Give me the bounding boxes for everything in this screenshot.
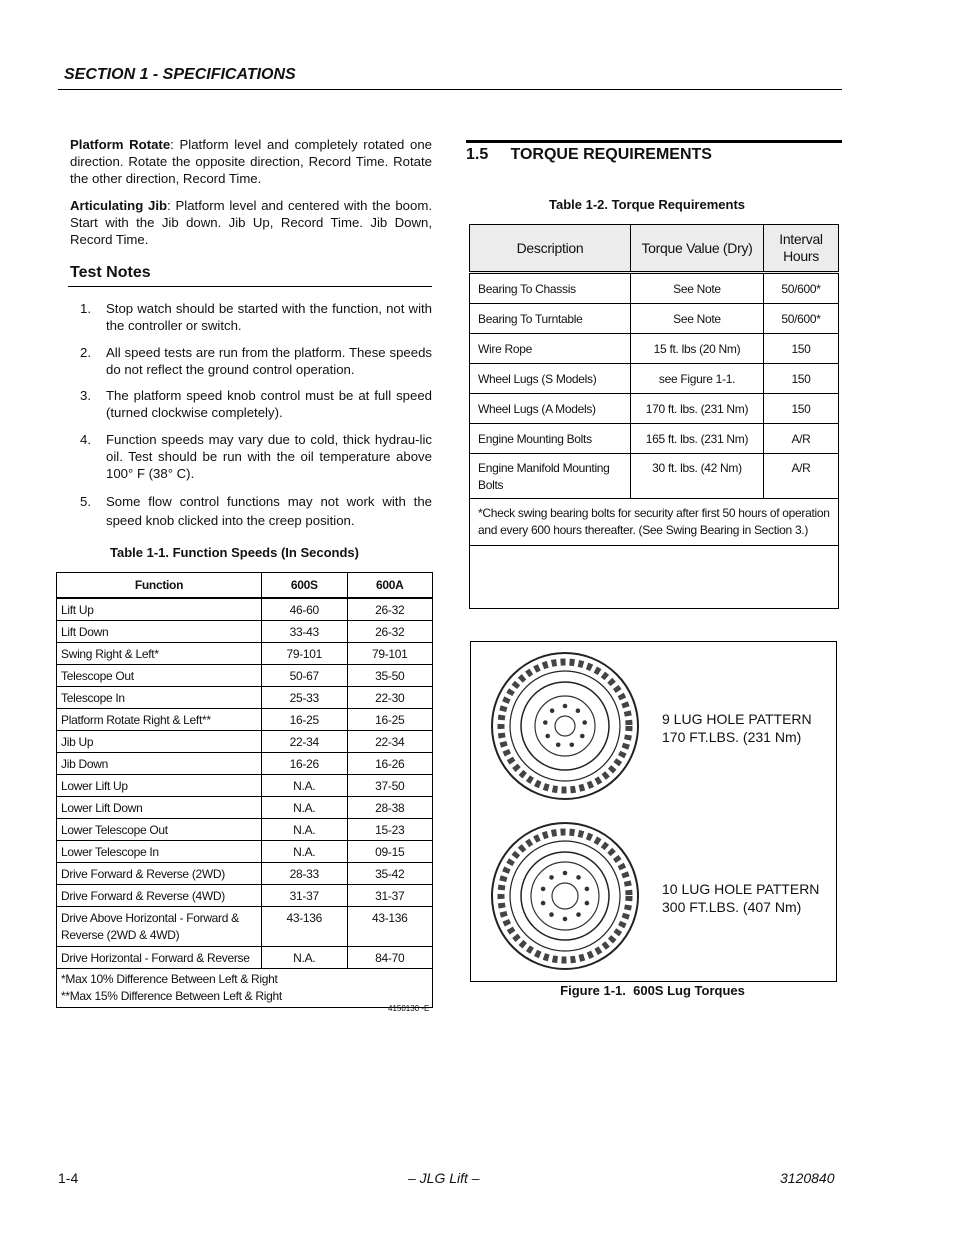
- nine-lug-label: [662, 710, 812, 746]
- function-cell: Drive Forward & Reverse (2WD): [57, 863, 262, 885]
- table-row: [470, 273, 839, 304]
- page-number: 1-4: [58, 1170, 79, 1186]
- torque-table-footnote: *Check swing bearing bolts for security after first 50 hours of operation and every 600 hours thereafter. (See Swing Bearing in Section 3.): [470, 499, 839, 546]
- description-cell: Bearing To Turntable: [470, 304, 631, 334]
- note-number: 4.: [80, 432, 91, 447]
- section-title: SECTION 1 - SPECIFICATIONS: [64, 66, 296, 83]
- column-header: Description: [470, 225, 631, 273]
- blank-cell: [470, 546, 839, 609]
- table-row: [470, 424, 839, 454]
- footnote-line: **Max 15% Difference Between Left & Right: [61, 989, 282, 1003]
- articulating-jib-text: : Platform level and centered with the boom. Start with the Jib down. Jib Up, Record Time. Jib Down, Record Time.: [70, 198, 432, 247]
- value-cell: 165 ft. lbs. (231 Nm): [631, 424, 764, 454]
- test-notes-heading: Test Notes: [70, 264, 151, 281]
- function-speeds-table: [56, 572, 433, 1008]
- value-cell: N.A.: [262, 819, 348, 841]
- torque-requirements-table: [469, 224, 839, 609]
- wheel-9-lug-icon: [489, 650, 641, 802]
- platform-rotate-label: Platform Rotate: [70, 137, 171, 152]
- value-cell: 16-26: [347, 753, 433, 775]
- note-text: Some flow control functions may not work with the speed knob clicked into the creep position.: [106, 494, 432, 528]
- table-row: [57, 775, 433, 797]
- label-line: 170 FT.LBS. (231 Nm): [662, 729, 802, 745]
- table-row: [57, 907, 433, 947]
- function-cell: Swing Right & Left*: [57, 643, 262, 665]
- function-cell: Lift Down: [57, 621, 262, 643]
- function-cell: Lower Lift Up: [57, 775, 262, 797]
- value-cell: 79-101: [262, 643, 348, 665]
- column-header: Torque Value (Dry): [631, 225, 764, 273]
- figure-caption: Figure 1-1. 600S Lug Torques: [560, 983, 745, 998]
- table-row: [57, 885, 433, 907]
- interval-cell: 50/600*: [764, 304, 839, 334]
- torque-heading-rule: [466, 140, 842, 143]
- value-cell: 26-32: [347, 621, 433, 643]
- document-code: 4150130 -E: [388, 1004, 430, 1013]
- table-row: [470, 304, 839, 334]
- interval-cell: 50/600*: [764, 273, 839, 304]
- table-row: [57, 687, 433, 709]
- table-row: [470, 454, 839, 499]
- function-cell: Lift Up: [57, 598, 262, 621]
- table-row: [57, 819, 433, 841]
- description-cell: Bearing To Chassis: [470, 273, 631, 304]
- column-header: 600S: [262, 573, 348, 599]
- note-number: 1.: [80, 301, 91, 316]
- interval-cell: 150: [764, 334, 839, 364]
- description-cell: Wheel Lugs (A Models): [470, 394, 631, 424]
- table-row: [57, 797, 433, 819]
- description-cell: Engine Manifold Mounting Bolts: [470, 454, 631, 499]
- table-row: [57, 643, 433, 665]
- value-cell: 26-32: [347, 598, 433, 621]
- value-cell: 16-25: [262, 709, 348, 731]
- value-cell: 22-34: [347, 731, 433, 753]
- function-cell: Drive Horizontal - Forward & Reverse: [57, 947, 262, 969]
- value-cell: 46-60: [262, 598, 348, 621]
- table-row: [57, 841, 433, 863]
- table-row: [57, 598, 433, 621]
- document-number: 3120840: [780, 1170, 835, 1186]
- value-cell: 30 ft. lbs. (42 Nm): [631, 454, 764, 499]
- table-row: [470, 394, 839, 424]
- table-row: [470, 364, 839, 394]
- articulating-jib-paragraph: [70, 197, 432, 248]
- value-cell: see Figure 1-1.: [631, 364, 764, 394]
- value-cell: N.A.: [262, 797, 348, 819]
- table-row: [57, 665, 433, 687]
- table-row: [57, 753, 433, 775]
- footer-brand: – JLG Lift –: [408, 1170, 480, 1186]
- column-header: Function: [57, 573, 262, 599]
- table-footnote-row: [470, 499, 839, 546]
- table-row: [57, 731, 433, 753]
- value-cell: 09-15: [347, 841, 433, 863]
- interval-cell: 150: [764, 364, 839, 394]
- value-cell: N.A.: [262, 775, 348, 797]
- interval-cell: A/R: [764, 454, 839, 499]
- note-text: All speed tests are run from the platform. These speeds do not reflect the ground control operation.: [106, 345, 432, 377]
- test-note-item: [80, 387, 432, 421]
- test-note-item: [80, 431, 432, 482]
- value-cell: 16-26: [262, 753, 348, 775]
- lug-torque-figure: [470, 641, 837, 982]
- value-cell: 35-50: [347, 665, 433, 687]
- note-text: Stop watch should be started with the function, not with the controller or switch.: [106, 301, 432, 333]
- value-cell: 15 ft. lbs (20 Nm): [631, 334, 764, 364]
- ten-lug-label: [662, 880, 819, 916]
- value-cell: 43-136: [347, 907, 433, 947]
- function-cell: Jib Down: [57, 753, 262, 775]
- value-cell: 25-33: [262, 687, 348, 709]
- value-cell: 50-67: [262, 665, 348, 687]
- description-cell: Wire Rope: [470, 334, 631, 364]
- interval-cell: A/R: [764, 424, 839, 454]
- value-cell: 22-34: [262, 731, 348, 753]
- description-cell: Wheel Lugs (S Models): [470, 364, 631, 394]
- table-row: [57, 863, 433, 885]
- label-line: 9 LUG HOLE PATTERN: [662, 711, 812, 727]
- footnote-line: *Max 10% Difference Between Left & Right: [61, 972, 278, 986]
- label-line: 300 FT.LBS. (407 Nm): [662, 899, 802, 915]
- value-cell: 28-38: [347, 797, 433, 819]
- speed-table-footnote: [57, 969, 433, 1008]
- function-cell: Telescope Out: [57, 665, 262, 687]
- label-line: 10 LUG HOLE PATTERN: [662, 881, 820, 897]
- value-cell: 84-70: [347, 947, 433, 969]
- test-note-item: [80, 344, 432, 378]
- function-cell: Drive Forward & Reverse (4WD): [57, 885, 262, 907]
- column-header: 600A: [347, 573, 433, 599]
- platform-rotate-text: : Platform level and completely rotated one direction. Rotate the opposite direction, Record Time. Rotate the other direction, Record Time.: [70, 137, 433, 186]
- column-header: Interval Hours: [764, 225, 839, 273]
- test-note-item: [80, 300, 432, 334]
- value-cell: N.A.: [262, 947, 348, 969]
- platform-rotate-paragraph: [70, 136, 432, 187]
- blank-row: [470, 546, 839, 609]
- value-cell: N.A.: [262, 841, 348, 863]
- table-row: [57, 947, 433, 969]
- function-cell: Telescope In: [57, 687, 262, 709]
- note-text: The platform speed knob control must be at full speed (turned clockwise completely).: [106, 388, 432, 420]
- value-cell: 33-43: [262, 621, 348, 643]
- value-cell: 37-50: [347, 775, 433, 797]
- table-row: [470, 334, 839, 364]
- test-notes-rule: [68, 286, 432, 287]
- table-row: [57, 709, 433, 731]
- value-cell: 16-25: [347, 709, 433, 731]
- value-cell: 31-37: [347, 885, 433, 907]
- value-cell: 28-33: [262, 863, 348, 885]
- function-cell: Jib Up: [57, 731, 262, 753]
- table-footnote-row: [57, 969, 433, 1008]
- speed-table-caption: Table 1-1. Function Speeds (In Seconds): [110, 545, 359, 560]
- value-cell: See Note: [631, 304, 764, 334]
- value-cell: 35-42: [347, 863, 433, 885]
- function-cell: Lower Telescope In: [57, 841, 262, 863]
- value-cell: 22-30: [347, 687, 433, 709]
- header-rule: [58, 89, 842, 90]
- value-cell: 43-136: [262, 907, 348, 947]
- value-cell: 31-37: [262, 885, 348, 907]
- note-number: 2.: [80, 345, 91, 360]
- note-number: 3.: [80, 388, 91, 403]
- function-cell: Platform Rotate Right & Left**: [57, 709, 262, 731]
- function-cell: Lower Telescope Out: [57, 819, 262, 841]
- table-row: [57, 621, 433, 643]
- value-cell: See Note: [631, 273, 764, 304]
- interval-cell: 150: [764, 394, 839, 424]
- value-cell: 170 ft. lbs. (231 Nm): [631, 394, 764, 424]
- articulating-jib-label: Articulating Jib: [70, 198, 168, 213]
- note-text: Function speeds may vary due to cold, thick hydrau-lic oil. Test should be run with the oil temperature above 100° F (38° C).: [106, 432, 432, 481]
- test-note-item: [80, 492, 432, 530]
- function-cell: Drive Above Horizontal - Forward & Reverse (2WD & 4WD): [57, 907, 262, 947]
- description-cell: Engine Mounting Bolts: [470, 424, 631, 454]
- torque-heading: 1.5 TORQUE REQUIREMENTS: [466, 146, 712, 163]
- wheel-10-lug-icon: [489, 820, 641, 972]
- value-cell: 15-23: [347, 819, 433, 841]
- torque-table-caption: Table 1-2. Torque Requirements: [549, 197, 746, 212]
- function-cell: Lower Lift Down: [57, 797, 262, 819]
- value-cell: 79-101: [347, 643, 433, 665]
- note-number: 5.: [80, 494, 91, 509]
